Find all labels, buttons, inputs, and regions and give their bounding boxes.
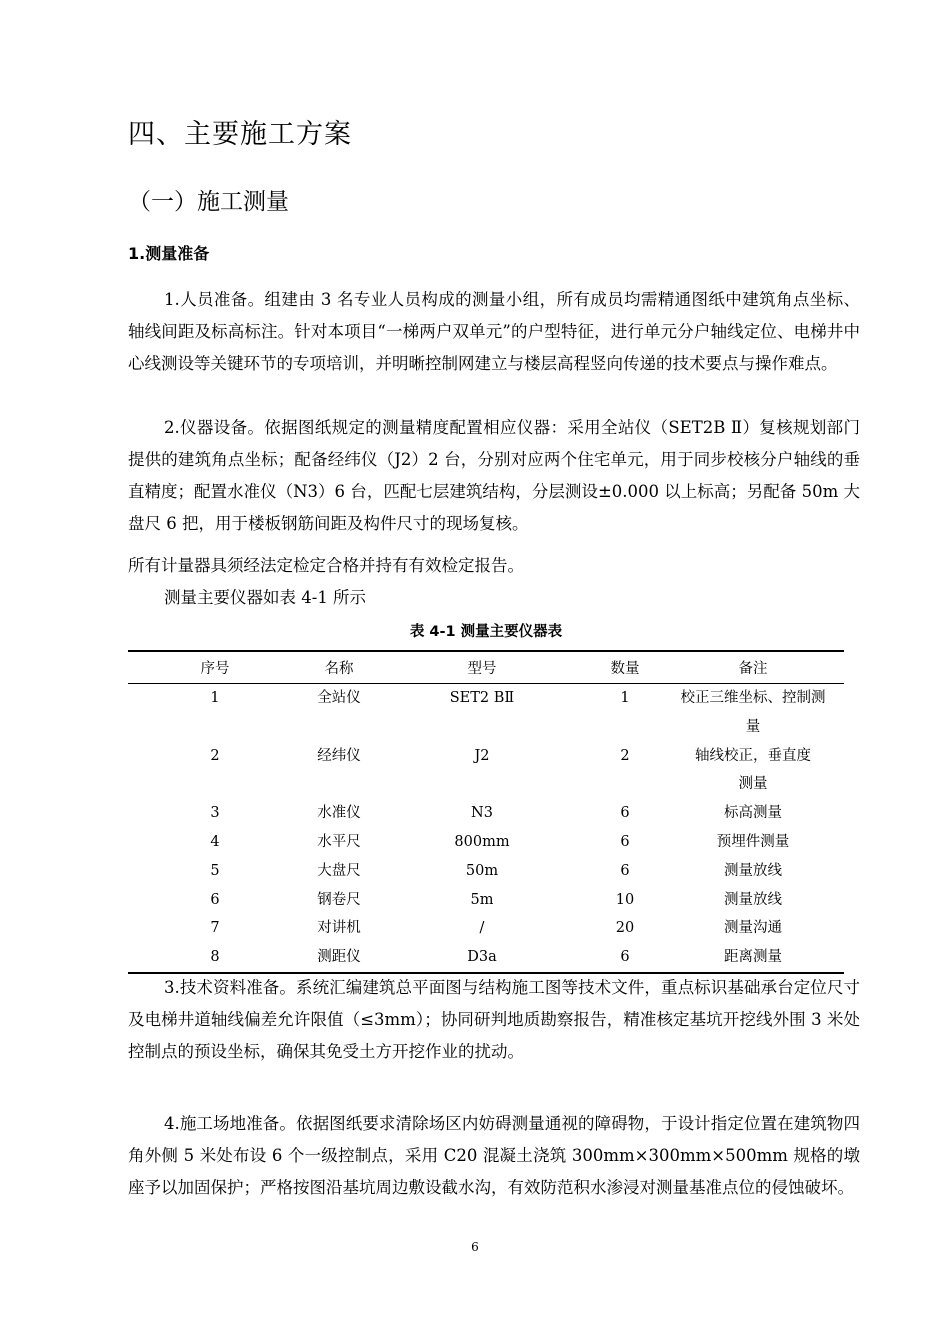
- table-cell: 50m: [465, 862, 499, 879]
- table-cell: 测距仪: [302, 943, 376, 973]
- table-cell: 10: [615, 891, 635, 908]
- table-cell: 6: [210, 891, 220, 908]
- table-cell: 预埋件测量: [716, 833, 790, 850]
- table-cell: 20: [615, 920, 635, 937]
- subsubsection-heading: 1.测量准备: [128, 244, 210, 263]
- table-cell: /: [479, 920, 485, 937]
- paragraph-personnel: 1.人员准备。组建由 3 名专业人员构成的测量小组，所有成员均需精通图纸中建筑角点坐标、轴线间距及标高标注。针对本项目“一梯两户双单元”的户型特征，进行单元分户轴线定位、电梯井中心线测设等关键环节的专项培训，并明晰控制网建立与楼层高程竖向传递的技术要点与操作难点。: [128, 290, 860, 373]
- table-header-row: [128, 651, 844, 684]
- paragraph-site-preparation: 4.施工场地准备。依据图纸要求清除场区内妨碍测量通视的障碍物，于设计指定位置在建筑物四角外侧 5 米处布设 6 个一级控制点，采用 C20 混凝土浇筑 300mm×300mm×500mm 规格的墩座予以加固保护；严格按图沿基坑周边敷设截水沟，有效防范积水渗浸对测量基准点位的侵蚀破坏。: [128, 1114, 860, 1197]
- table-cell: 3: [210, 805, 220, 822]
- table-cell: 测量沟通: [724, 920, 782, 937]
- table-row: [128, 742, 844, 800]
- table-cell: 800mm: [454, 833, 510, 850]
- table-cell: J2: [474, 747, 490, 764]
- table-row: [128, 886, 844, 915]
- table-row: [128, 943, 844, 973]
- table-cell: 测量放线: [724, 891, 782, 908]
- instrument-table: [128, 650, 844, 974]
- table-cell: 距离测量: [662, 943, 844, 973]
- header-cell: 名称: [302, 651, 376, 684]
- table-cell: 7: [210, 920, 220, 937]
- table-cell: 对讲机: [317, 920, 361, 937]
- table-cell: 1: [620, 690, 630, 706]
- section-heading: 四、主要施工方案: [128, 119, 352, 150]
- table-cell: D3a: [376, 943, 588, 973]
- header-cell: 备注: [662, 651, 844, 684]
- table-cell: 1: [210, 690, 220, 706]
- table-cell: 大盘尺: [317, 862, 361, 879]
- paragraph-calibration: 所有计量器具须经法定检定合格并持有有效检定报告。: [128, 556, 524, 575]
- table-cell: 8: [128, 943, 302, 973]
- table-cell: 全站仪: [317, 690, 361, 706]
- table-cell: 轴线校正，垂直度测量: [695, 747, 811, 793]
- table-cell: SET2 BⅡ: [449, 690, 515, 706]
- table-row: [128, 857, 844, 886]
- table-cell: 钢卷尺: [317, 891, 361, 908]
- table-cell: 水准仪: [317, 805, 361, 822]
- header-cell: 型号: [376, 651, 588, 684]
- paragraph-instruments: 2.仪器设备。依据图纸规定的测量精度配置相应仪器：采用全站仪（SET2B Ⅱ）复核规划部门提供的建筑角点坐标；配备经纬仪（J2）2 台，分别对应两个住宅单元，用于同步校核分户轴线的垂直精度；配置水准仪（N3）6 台，匹配七层建筑结构，分层测设±0.000 以上标高；另配备 50m 大盘尺 6 把，用于楼板钢筋间距及构件尺寸的现场复核。: [128, 418, 860, 533]
- table-cell: 5m: [470, 891, 494, 908]
- table-cell: 2: [620, 747, 630, 764]
- table-cell: 4: [210, 833, 220, 850]
- table-caption: 表 4-1 测量主要仪器表: [409, 624, 563, 640]
- table-cell: N3: [471, 805, 493, 822]
- table-cell: 标高测量: [724, 805, 782, 822]
- table-cell: 水平尺: [317, 833, 361, 850]
- subsection-heading: （一）施工测量: [128, 189, 289, 215]
- table-row: [128, 828, 844, 857]
- table-cell: 2: [210, 747, 220, 764]
- table-cell: 测量放线: [724, 862, 782, 879]
- table-cell: 6: [620, 833, 630, 850]
- table-cell: 5: [210, 862, 220, 879]
- table-row: [128, 684, 844, 742]
- table-cell: 经纬仪: [317, 747, 361, 764]
- page-number: 6: [471, 1240, 479, 1254]
- paragraph-table-intro: 测量主要仪器如表 4-1 所示: [164, 588, 367, 607]
- table-cell: 6: [620, 805, 630, 822]
- table-row: [128, 914, 844, 943]
- table-cell: 校正三维坐标、控制测量: [680, 690, 826, 735]
- paragraph-technical-docs: 3.技术资料准备。系统汇编建筑总平面图与结构施工图等技术文件，重点标识基础承台定位尺寸及电梯井道轴线偏差允许限值（≤3mm）；协同研判地质勘察报告，精准核定基坑开挖线外围 3 米处控制点的预设坐标，确保其免受土方开挖作业的扰动。: [128, 978, 860, 1061]
- header-cell: 数量: [588, 651, 662, 684]
- header-cell: 序号: [128, 651, 302, 684]
- table-row: [128, 799, 844, 828]
- table-cell: 6: [588, 943, 662, 973]
- table-cell: 6: [620, 862, 630, 879]
